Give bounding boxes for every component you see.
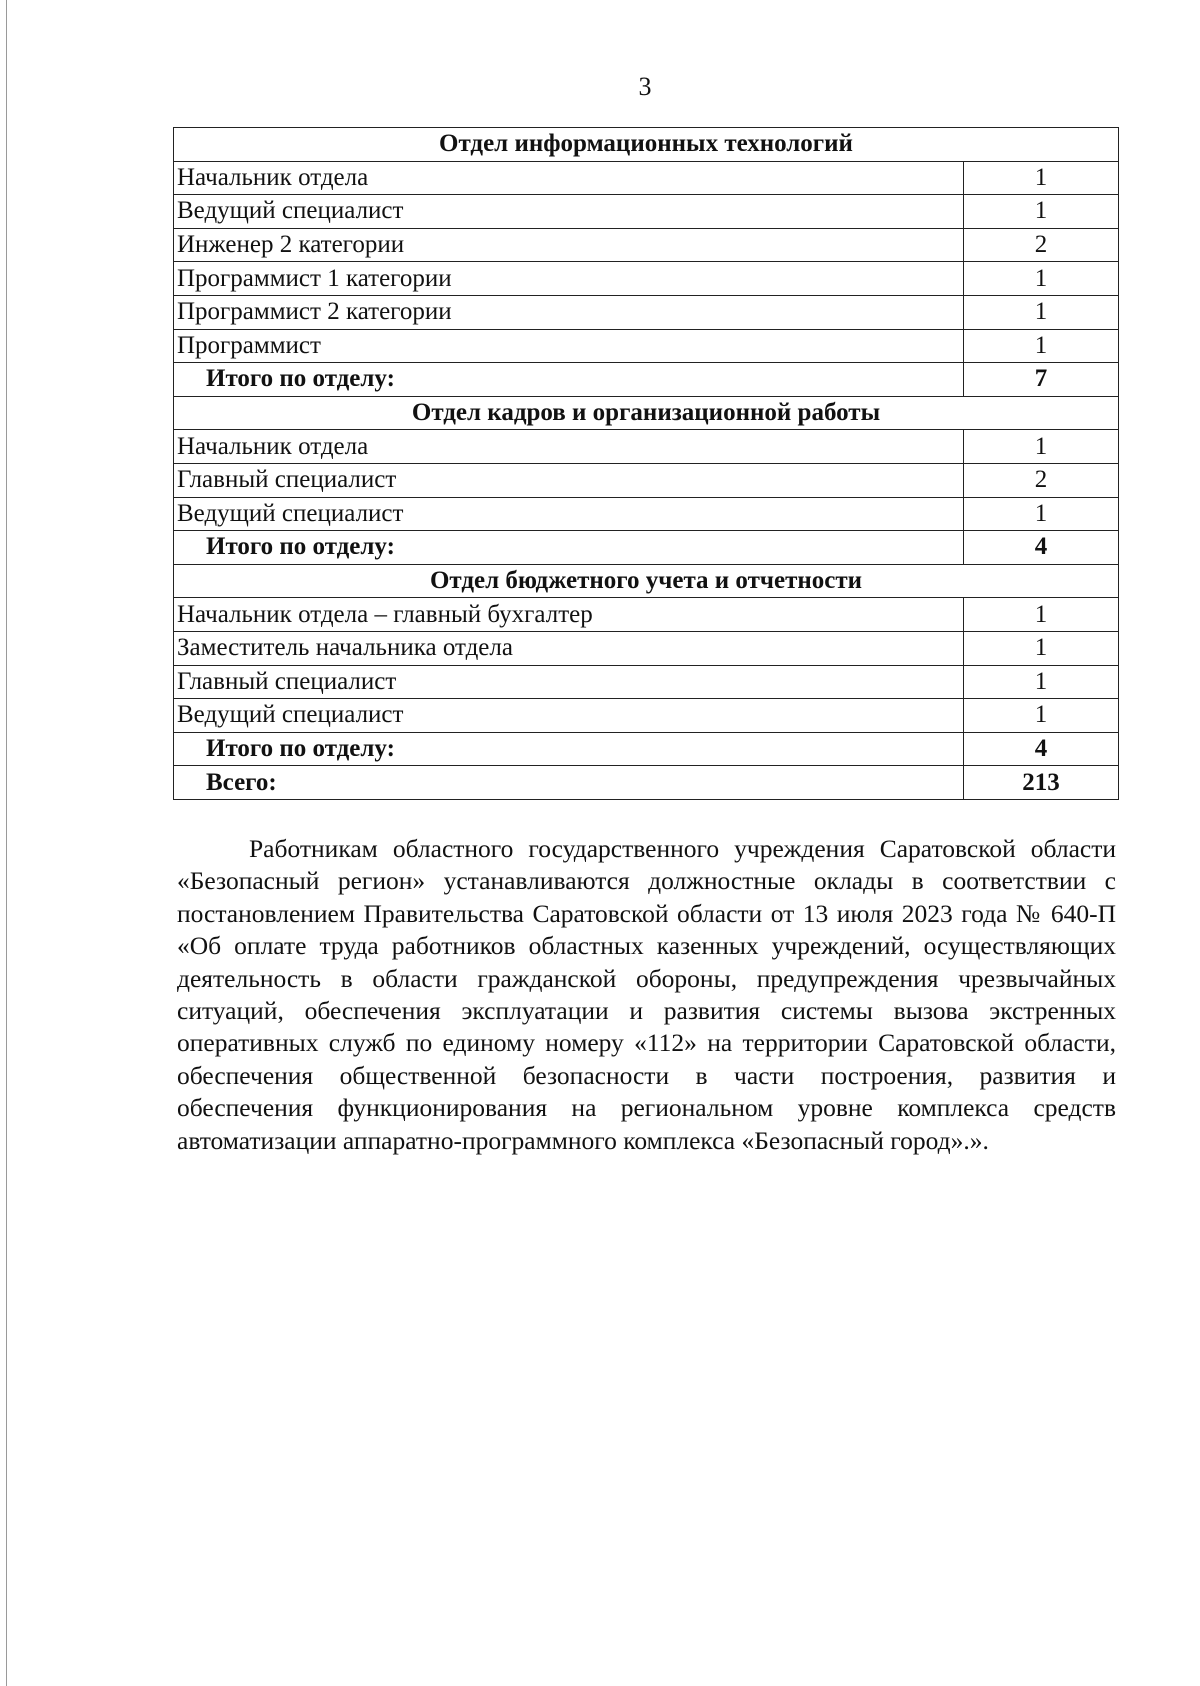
position-name: Начальник отдела (174, 430, 964, 464)
position-count: 1 (964, 329, 1119, 363)
grand-total-row (174, 766, 1119, 800)
position-count: 1 (964, 497, 1119, 531)
position-name: Начальник отдела (174, 161, 964, 195)
position-count: 1 (964, 430, 1119, 464)
subtotal-row (174, 363, 1119, 397)
position-name: Начальник отдела – главный бухгалтер (174, 598, 964, 632)
position-count: 1 (964, 161, 1119, 195)
position-count: 2 (964, 463, 1119, 497)
department-title: Отдел бюджетного учета и отчетности (174, 564, 1119, 598)
department-header-row (174, 564, 1119, 598)
subtotal-row (174, 732, 1119, 766)
position-count: 1 (964, 295, 1119, 329)
table-row (174, 598, 1119, 632)
table-row (174, 195, 1119, 229)
position-name: Заместитель начальника отдела (174, 631, 964, 665)
table-row (174, 699, 1119, 733)
department-title: Отдел кадров и организационной работы (174, 396, 1119, 430)
department-header-row (174, 396, 1119, 430)
position-count: 2 (964, 228, 1119, 262)
grand-total-value: 213 (964, 766, 1119, 800)
position-name: Ведущий специалист (174, 699, 964, 733)
position-name: Инженер 2 категории (174, 228, 964, 262)
table-row (174, 430, 1119, 464)
subtotal-value: 4 (964, 732, 1119, 766)
grand-total-label: Всего: (174, 766, 964, 800)
subtotal-value: 4 (964, 531, 1119, 565)
position-count: 1 (964, 699, 1119, 733)
subtotal-label: Итого по отделу: (174, 363, 964, 397)
table-row (174, 665, 1119, 699)
position-name: Главный специалист (174, 463, 964, 497)
subtotal-label: Итого по отделу: (174, 531, 964, 565)
position-name: Программист 2 категории (174, 295, 964, 329)
department-title: Отдел информационных технологий (174, 128, 1119, 162)
subtotal-row (174, 531, 1119, 565)
position-name: Ведущий специалист (174, 195, 964, 229)
table-row (174, 161, 1119, 195)
position-count: 1 (964, 665, 1119, 699)
position-count: 1 (964, 262, 1119, 296)
position-count: 1 (964, 598, 1119, 632)
table-row (174, 463, 1119, 497)
position-name: Ведущий специалист (174, 497, 964, 531)
table-row (174, 631, 1119, 665)
staffing-table (173, 127, 1119, 800)
position-count: 1 (964, 195, 1119, 229)
table-row (174, 262, 1119, 296)
subtotal-label: Итого по отделу: (174, 732, 964, 766)
position-name: Программист 1 категории (174, 262, 964, 296)
page-number: 3 (638, 72, 652, 101)
body-paragraph: Работникам областного государственного учреждения Саратовской области «Безопасный регион» устанавливаются должностные оклады в соответствии с постановлением Правительства Саратовской области от 13 июля 2023 года № 640-П «Об оплате труда работников областных казенных учреждений, осуществляющих деятельность в области гражданской обороны, предупреждения чрезвычайных ситуаций, обеспечения эксплуатации и развития системы вызова экстренных оперативных служб по единому номеру «112» на территории Саратовской области, обеспечения общественной безопасности в части построения, развития и обеспечения функционирования на региональном уровне комплекса средств автоматизации аппаратно-программного комплекса «Безопасный город».». (177, 834, 1116, 1155)
position-name: Программист (174, 329, 964, 363)
table-row (174, 295, 1119, 329)
position-name: Главный специалист (174, 665, 964, 699)
table-row (174, 329, 1119, 363)
department-header-row (174, 128, 1119, 162)
position-count: 1 (964, 631, 1119, 665)
table-row (174, 497, 1119, 531)
subtotal-value: 7 (964, 363, 1119, 397)
table-row (174, 228, 1119, 262)
page-edge (6, 0, 7, 1686)
